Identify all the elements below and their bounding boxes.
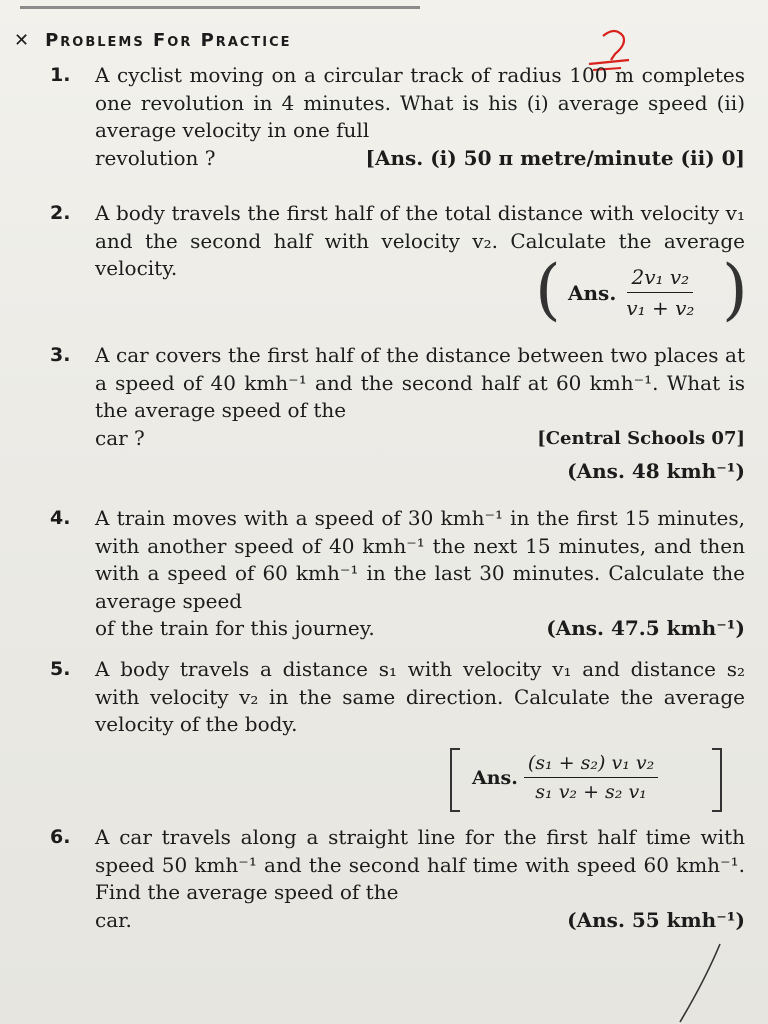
left-bracket — [450, 748, 460, 812]
problem-number: 4. — [50, 507, 71, 529]
problem-number: 5. — [50, 658, 71, 680]
answer-numerator: 2v₁ v₂ — [627, 265, 693, 293]
problem-6 — [50, 824, 750, 934]
right-paren: ) — [722, 251, 748, 328]
problem-last-line: of the train for this journey. — [95, 616, 375, 640]
problem-4 — [50, 505, 750, 643]
answer: [Ans. (i) 50 π metre/minute (ii) 0] — [365, 145, 745, 170]
problem-number: 2. — [50, 202, 71, 224]
problem-number: 1. — [50, 64, 71, 86]
section-heading — [14, 30, 292, 51]
problem-3 — [50, 342, 750, 486]
problem-last-line: car. — [95, 907, 132, 932]
answer: (Ans. 55 kmh⁻¹) — [567, 907, 745, 932]
answer: (Ans. 47.5 kmh⁻¹) — [546, 616, 745, 640]
problem-last-line: car ? — [95, 425, 145, 450]
problem-number: 6. — [50, 826, 71, 848]
problem-text: A body travels a distance s₁ with velocity v₁ and distance s₂ with velocity v₂ in the same direction. Calculate the average velocity of the body. — [95, 657, 745, 736]
section-title: Problems For Practice — [45, 30, 292, 51]
problem-text: A car travels along a straight line for the first half time with speed 50 kmh⁻¹ and the second half time with speed 60 kmh⁻¹. Find the average speed of the — [95, 825, 745, 904]
top-rule — [20, 6, 420, 9]
problem-text: A car covers the first half of the distance between two places at a speed of 40 kmh⁻¹ and the second half at 60 kmh⁻¹. What is the average speed of the — [95, 343, 745, 422]
pen-stroke — [660, 940, 740, 1024]
right-bracket — [712, 748, 722, 812]
answer-label: Ans. — [472, 766, 518, 789]
problem-number: 3. — [50, 344, 71, 366]
problem-5 — [50, 656, 750, 739]
cross-icon: ✕ — [14, 30, 32, 51]
answer: (Ans. 48 kmh⁻¹) — [567, 459, 745, 483]
answer-numerator: (s₁ + s₂) v₁ v₂ — [524, 752, 658, 778]
left-paren: ( — [535, 251, 561, 328]
problem-1 — [50, 62, 750, 172]
problem-text: A train moves with a speed of 30 kmh⁻¹ in the first 15 minutes, with another speed of 40 kmh⁻¹ the next 15 minutes, and then with a speed of 60 kmh⁻¹ in the last 30 minutes. Calculate the average speed — [95, 506, 745, 613]
problem-text: A body travels the first half of the total distance with velocity v₁ and the second half with velocity v₂. Calculate the average velocity. — [95, 201, 745, 280]
source-citation: [Central Schools 07] — [537, 427, 745, 449]
answer-denominator: v₁ + v₂ — [626, 296, 695, 320]
answer-fraction — [472, 752, 658, 803]
answer-fraction — [568, 265, 698, 320]
problem-last-line: revolution ? — [95, 145, 216, 170]
problem-text: A cyclist moving on a circular track of radius 100 m completes one revolution in 4 minutes. What is his (i) average speed (ii) average velocity in one full — [95, 63, 745, 142]
answer-label: Ans. — [568, 280, 617, 305]
answer-denominator: s₁ v₂ + s₂ v₁ — [535, 781, 647, 803]
